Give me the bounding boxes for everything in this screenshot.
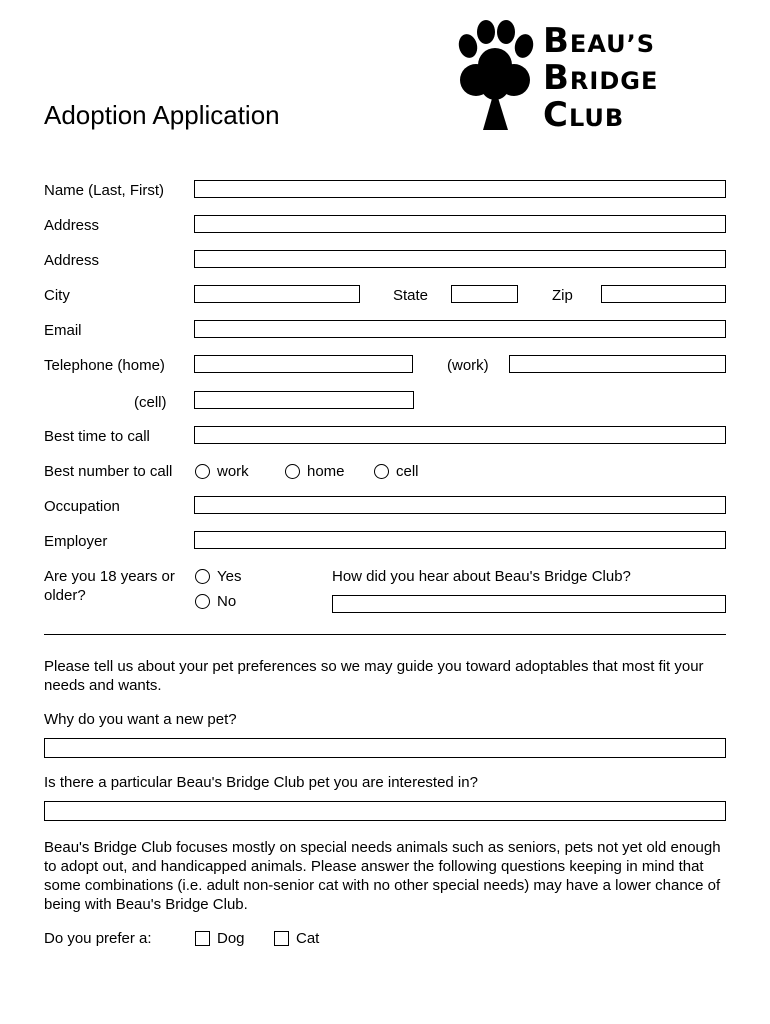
best-time-label: Best time to call bbox=[44, 428, 150, 445]
best-time-field[interactable] bbox=[194, 426, 726, 444]
occupation-label: Occupation bbox=[44, 498, 120, 515]
prefer-cat-label: Cat bbox=[296, 930, 320, 947]
zip-field[interactable] bbox=[601, 285, 726, 303]
occupation-field[interactable] bbox=[194, 496, 726, 514]
best-number-label: Best number to call bbox=[44, 463, 173, 480]
section-divider bbox=[44, 634, 726, 635]
zip-label: Zip bbox=[552, 287, 573, 304]
state-field[interactable] bbox=[451, 285, 518, 303]
email-field[interactable] bbox=[194, 320, 726, 338]
city-label: City bbox=[44, 287, 70, 304]
address1-label: Address bbox=[44, 217, 100, 234]
city-field[interactable] bbox=[194, 285, 360, 303]
focus-text: Beau's Bridge Club focuses mostly on special needs animals such as seniors, pets not yet old enough to adopt out, and handicapped animals. Please answer the following questions keeping in mind that some combinations (i.e. adult non-senior cat with no other special needs) may have a lower chance of being with Beau's Bridge Club. bbox=[44, 839, 721, 913]
best-number-cell-label: cell bbox=[396, 463, 419, 480]
age-no-radio[interactable] bbox=[195, 594, 210, 609]
paw-club-icon bbox=[450, 18, 542, 134]
particular-pet-label: Is there a particular Beau's Bridge Club pet you are interested in? bbox=[44, 774, 478, 791]
telephone-home-field[interactable] bbox=[194, 355, 413, 373]
best-number-home-radio[interactable] bbox=[285, 464, 300, 479]
logo bbox=[450, 18, 710, 138]
name-field[interactable] bbox=[194, 180, 726, 198]
age-label-line2: older? bbox=[44, 587, 86, 604]
best-number-cell-radio[interactable] bbox=[374, 464, 389, 479]
employer-label: Employer bbox=[44, 533, 108, 550]
best-number-home-label: home bbox=[307, 463, 345, 480]
email-label: Email bbox=[44, 322, 82, 339]
hear-about-field[interactable] bbox=[332, 595, 726, 613]
employer-field[interactable] bbox=[194, 531, 726, 549]
best-number-work-radio[interactable] bbox=[195, 464, 210, 479]
logo-line-3: CLUB bbox=[543, 95, 625, 135]
hear-about-label: How did you hear about Beau's Bridge Club? bbox=[332, 568, 631, 585]
best-number-work-label: work bbox=[217, 463, 249, 480]
particular-pet-field[interactable] bbox=[44, 801, 726, 821]
prefer-dog-label: Dog bbox=[217, 930, 245, 947]
preferences-intro: Please tell us about your pet preferences so we may guide you toward adoptables that most fit your needs and wants. bbox=[44, 658, 704, 694]
name-label: Name (Last, First) bbox=[44, 182, 165, 199]
age-yes-radio[interactable] bbox=[195, 569, 210, 584]
page-title: Adoption Application bbox=[44, 100, 280, 130]
why-label: Why do you want a new pet? bbox=[44, 711, 237, 728]
telephone-cell-label: (cell) bbox=[134, 394, 167, 411]
telephone-home-label: Telephone (home) bbox=[44, 357, 165, 374]
telephone-work-field[interactable] bbox=[509, 355, 726, 373]
address2-field[interactable] bbox=[194, 250, 726, 268]
age-yes-label: Yes bbox=[217, 568, 242, 585]
age-label-line1: Are you 18 years or bbox=[44, 568, 175, 585]
prefer-cat-checkbox[interactable] bbox=[274, 931, 289, 946]
state-label: State bbox=[393, 287, 429, 304]
prefer-dog-checkbox[interactable] bbox=[195, 931, 210, 946]
telephone-work-label: (work) bbox=[447, 357, 489, 374]
age-no-label: No bbox=[217, 593, 237, 610]
prefer-label: Do you prefer a: bbox=[44, 930, 152, 947]
telephone-cell-field[interactable] bbox=[194, 391, 414, 409]
address1-field[interactable] bbox=[194, 215, 726, 233]
logo-line-2: BRIDGE bbox=[543, 58, 659, 98]
address2-label: Address bbox=[44, 252, 100, 269]
why-field[interactable] bbox=[44, 738, 726, 758]
logo-line-1: BEAU’S bbox=[543, 21, 656, 61]
